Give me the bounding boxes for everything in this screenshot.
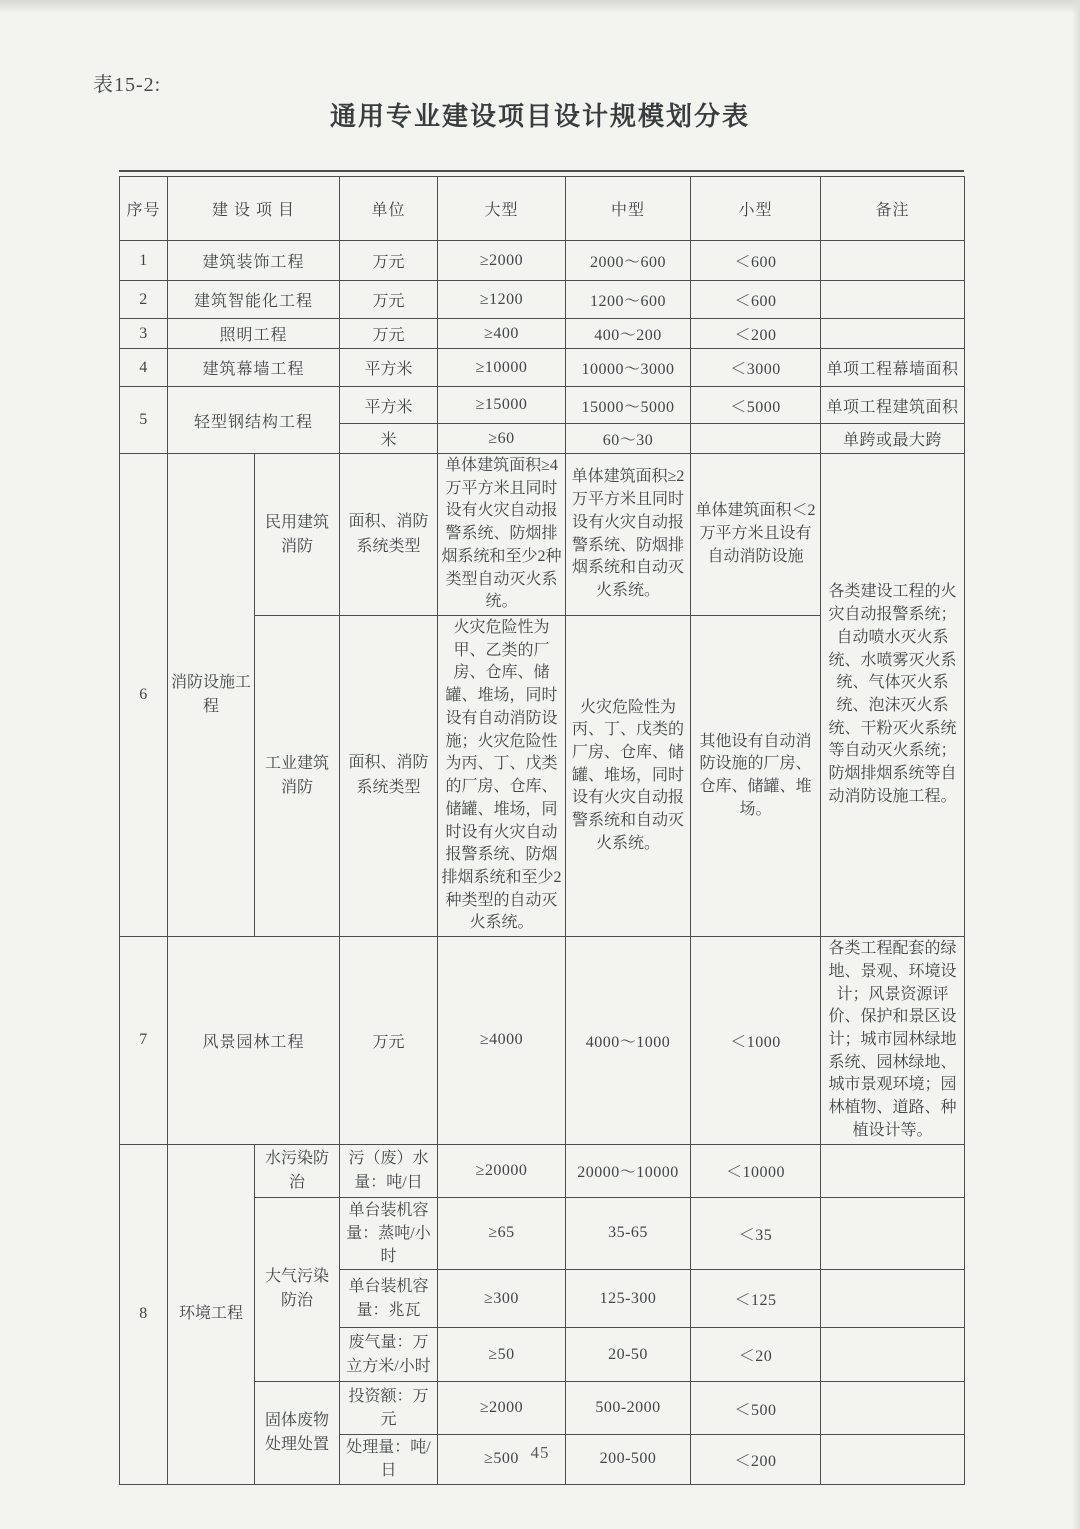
cell-large: ≥1200 — [438, 281, 566, 319]
cell-subproject: 水污染防治 — [255, 1144, 340, 1197]
cell-remark: 各类建设工程的火灾自动报警系统；自动喷水灭火系统、水喷雾灭火系统、气体灭火系统、泡沫灭火系统、干粉灭火系统等自动灭火系统；防烟排烟系统等自动消防设施工程。 — [821, 454, 965, 937]
cell-large: ≥65 — [438, 1197, 566, 1270]
cell-unit: 米 — [340, 424, 438, 454]
cell-unit: 污（废）水量：吨/日 — [340, 1144, 438, 1197]
cell-remark: 单项工程幕墙面积 — [821, 349, 965, 387]
cell-project: 环境工程 — [168, 1144, 255, 1484]
cell-unit: 平方米 — [340, 387, 438, 424]
cell-remark: 各类工程配套的绿地、景观、环境设计；风景资源评价、保护和景区设计；城市园林绿地系统、园林绿地、城市景观环境；园林植物、道路、种植设计等。 — [821, 937, 965, 1144]
cell-unit: 万元 — [340, 937, 438, 1144]
cell-project: 建筑智能化工程 — [168, 281, 340, 319]
cell-small: ＜5000 — [691, 387, 821, 424]
cell-small: ＜600 — [691, 281, 821, 319]
cell-medium: 125-300 — [566, 1270, 691, 1328]
cell-subproject: 工业建筑消防 — [255, 616, 340, 937]
header-no: 序号 — [120, 177, 168, 241]
cell-large: ≥60 — [438, 424, 566, 454]
cell-unit: 投资额：万元 — [340, 1382, 438, 1435]
cell-unit: 面积、消防系统类型 — [340, 454, 438, 616]
table-row — [120, 319, 965, 349]
cell-large: ≥400 — [438, 319, 566, 349]
cell-remark — [821, 1382, 965, 1435]
cell-small: ＜3000 — [691, 349, 821, 387]
table-row — [120, 349, 965, 387]
cell-medium: 15000～5000 — [566, 387, 691, 424]
cell-small: 其他设有自动消防设施的厂房、仓库、储罐、堆场。 — [691, 616, 821, 937]
cell-small: 单体建筑面积＜2万平方米且设有自动消防设施 — [691, 454, 821, 616]
cell-medium: 500-2000 — [566, 1382, 691, 1435]
table-header-row — [120, 177, 965, 241]
cell-project: 照明工程 — [168, 319, 340, 349]
cell-small: ＜10000 — [691, 1144, 821, 1197]
cell-large: ≥50 — [438, 1328, 566, 1382]
cell-medium: 60～30 — [566, 424, 691, 454]
cell-medium: 1200～600 — [566, 281, 691, 319]
cell-no: 7 — [120, 937, 168, 1144]
cell-medium: 火灾危险性为丙、丁、戊类的厂房、仓库、储罐、堆场，同时设有火灾自动报警系统和自动灭火系统。 — [566, 616, 691, 937]
cell-unit: 单台装机容量：兆瓦 — [340, 1270, 438, 1328]
header-remark: 备注 — [821, 177, 965, 241]
cell-remark — [821, 1197, 965, 1270]
cell-large: ≥15000 — [438, 387, 566, 424]
header-project: 建 设 项 目 — [168, 177, 340, 241]
cell-project: 风景园林工程 — [168, 937, 340, 1144]
cell-small: ＜125 — [691, 1270, 821, 1328]
cell-no: 1 — [120, 241, 168, 281]
cell-remark: 单跨或最大跨 — [821, 424, 965, 454]
cell-large: 火灾危险性为甲、乙类的厂房、仓库、储罐、堆场，同时设有自动消防设施；火灾危险性为丙、丁、戊类的厂房、仓库、储罐、堆场，同时设有火灾自动报警系统、防烟排烟系统和至少2种类型的自动灭火系统。 — [438, 616, 566, 937]
table-label: 表15-2: — [93, 74, 162, 96]
cell-large: ≥2000 — [438, 241, 566, 281]
table-row — [120, 1144, 965, 1197]
cell-small: ＜1000 — [691, 937, 821, 1144]
cell-unit: 万元 — [340, 281, 438, 319]
header-medium: 中型 — [566, 177, 691, 241]
scan-top-shade — [0, 0, 1080, 14]
cell-large: ≥500 — [438, 1435, 566, 1484]
page-title: 通用专业建设项目设计规模划分表 — [329, 102, 750, 131]
cell-no: 5 — [120, 387, 168, 454]
cell-project: 轻型钢结构工程 — [168, 387, 340, 454]
cell-subproject: 民用建筑消防 — [255, 454, 340, 616]
cell-large: ≥2000 — [438, 1382, 566, 1435]
cell-no: 2 — [120, 281, 168, 319]
cell-medium: 200-500 — [566, 1435, 691, 1484]
cell-large: ≥10000 — [438, 349, 566, 387]
header-large: 大型 — [438, 177, 566, 241]
cell-small: ＜200 — [691, 1435, 821, 1484]
scan-right-shade — [1072, 0, 1080, 1529]
cell-unit: 面积、消防系统类型 — [340, 616, 438, 937]
cell-no: 4 — [120, 349, 168, 387]
cell-remark — [821, 319, 965, 349]
cell-remark — [821, 1328, 965, 1382]
design-scale-table — [119, 176, 965, 1485]
cell-remark — [821, 1144, 965, 1197]
cell-medium: 400～200 — [566, 319, 691, 349]
cell-large: ≥4000 — [438, 937, 566, 1144]
cell-small: ＜35 — [691, 1197, 821, 1270]
cell-remark — [821, 1270, 965, 1328]
cell-small: ＜600 — [691, 241, 821, 281]
cell-unit: 万元 — [340, 319, 438, 349]
cell-no: 6 — [120, 454, 168, 937]
cell-unit: 万元 — [340, 241, 438, 281]
cell-medium: 4000～1000 — [566, 937, 691, 1144]
cell-remark: 单项工程建筑面积 — [821, 387, 965, 424]
cell-medium: 20-50 — [566, 1328, 691, 1382]
page-number: 45 — [530, 1443, 550, 1462]
table-row — [120, 241, 965, 281]
table-row — [120, 281, 965, 319]
cell-unit: 平方米 — [340, 349, 438, 387]
cell-large: ≥300 — [438, 1270, 566, 1328]
cell-project: 消防设施工程 — [168, 454, 255, 937]
cell-project: 建筑幕墙工程 — [168, 349, 340, 387]
cell-subproject: 固体废物处理处置 — [255, 1382, 340, 1484]
cell-large: ≥20000 — [438, 1144, 566, 1197]
header-small: 小型 — [691, 177, 821, 241]
cell-remark — [821, 281, 965, 319]
table-row — [120, 387, 965, 424]
cell-small: ＜20 — [691, 1328, 821, 1382]
cell-medium: 10000～3000 — [566, 349, 691, 387]
cell-project: 建筑装饰工程 — [168, 241, 340, 281]
cell-unit: 废气量：万立方米/小时 — [340, 1328, 438, 1382]
cell-unit: 单台装机容量：蒸吨/小时 — [340, 1197, 438, 1270]
cell-small — [691, 424, 821, 454]
cell-medium: 35-65 — [566, 1197, 691, 1270]
cell-small: ＜500 — [691, 1382, 821, 1435]
cell-no: 3 — [120, 319, 168, 349]
cell-subproject: 大气污染防治 — [255, 1197, 340, 1382]
cell-unit: 处理量：吨/日 — [340, 1435, 438, 1484]
cell-medium: 20000～10000 — [566, 1144, 691, 1197]
table-row — [120, 937, 965, 1144]
cell-remark — [821, 241, 965, 281]
table-row — [120, 454, 965, 616]
cell-no: 8 — [120, 1144, 168, 1484]
cell-medium: 2000～600 — [566, 241, 691, 281]
cell-large: 单体建筑面积≥4万平方米且同时设有火灾自动报警系统、防烟排烟系统和至少2种类型自动灭火系统。 — [438, 454, 566, 616]
cell-medium: 单体建筑面积≥2万平方米且同时设有火灾自动报警系统、防烟排烟系统和自动灭火系统。 — [566, 454, 691, 616]
header-unit: 单位 — [340, 177, 438, 241]
cell-small: ＜200 — [691, 319, 821, 349]
table-container — [119, 170, 964, 1485]
